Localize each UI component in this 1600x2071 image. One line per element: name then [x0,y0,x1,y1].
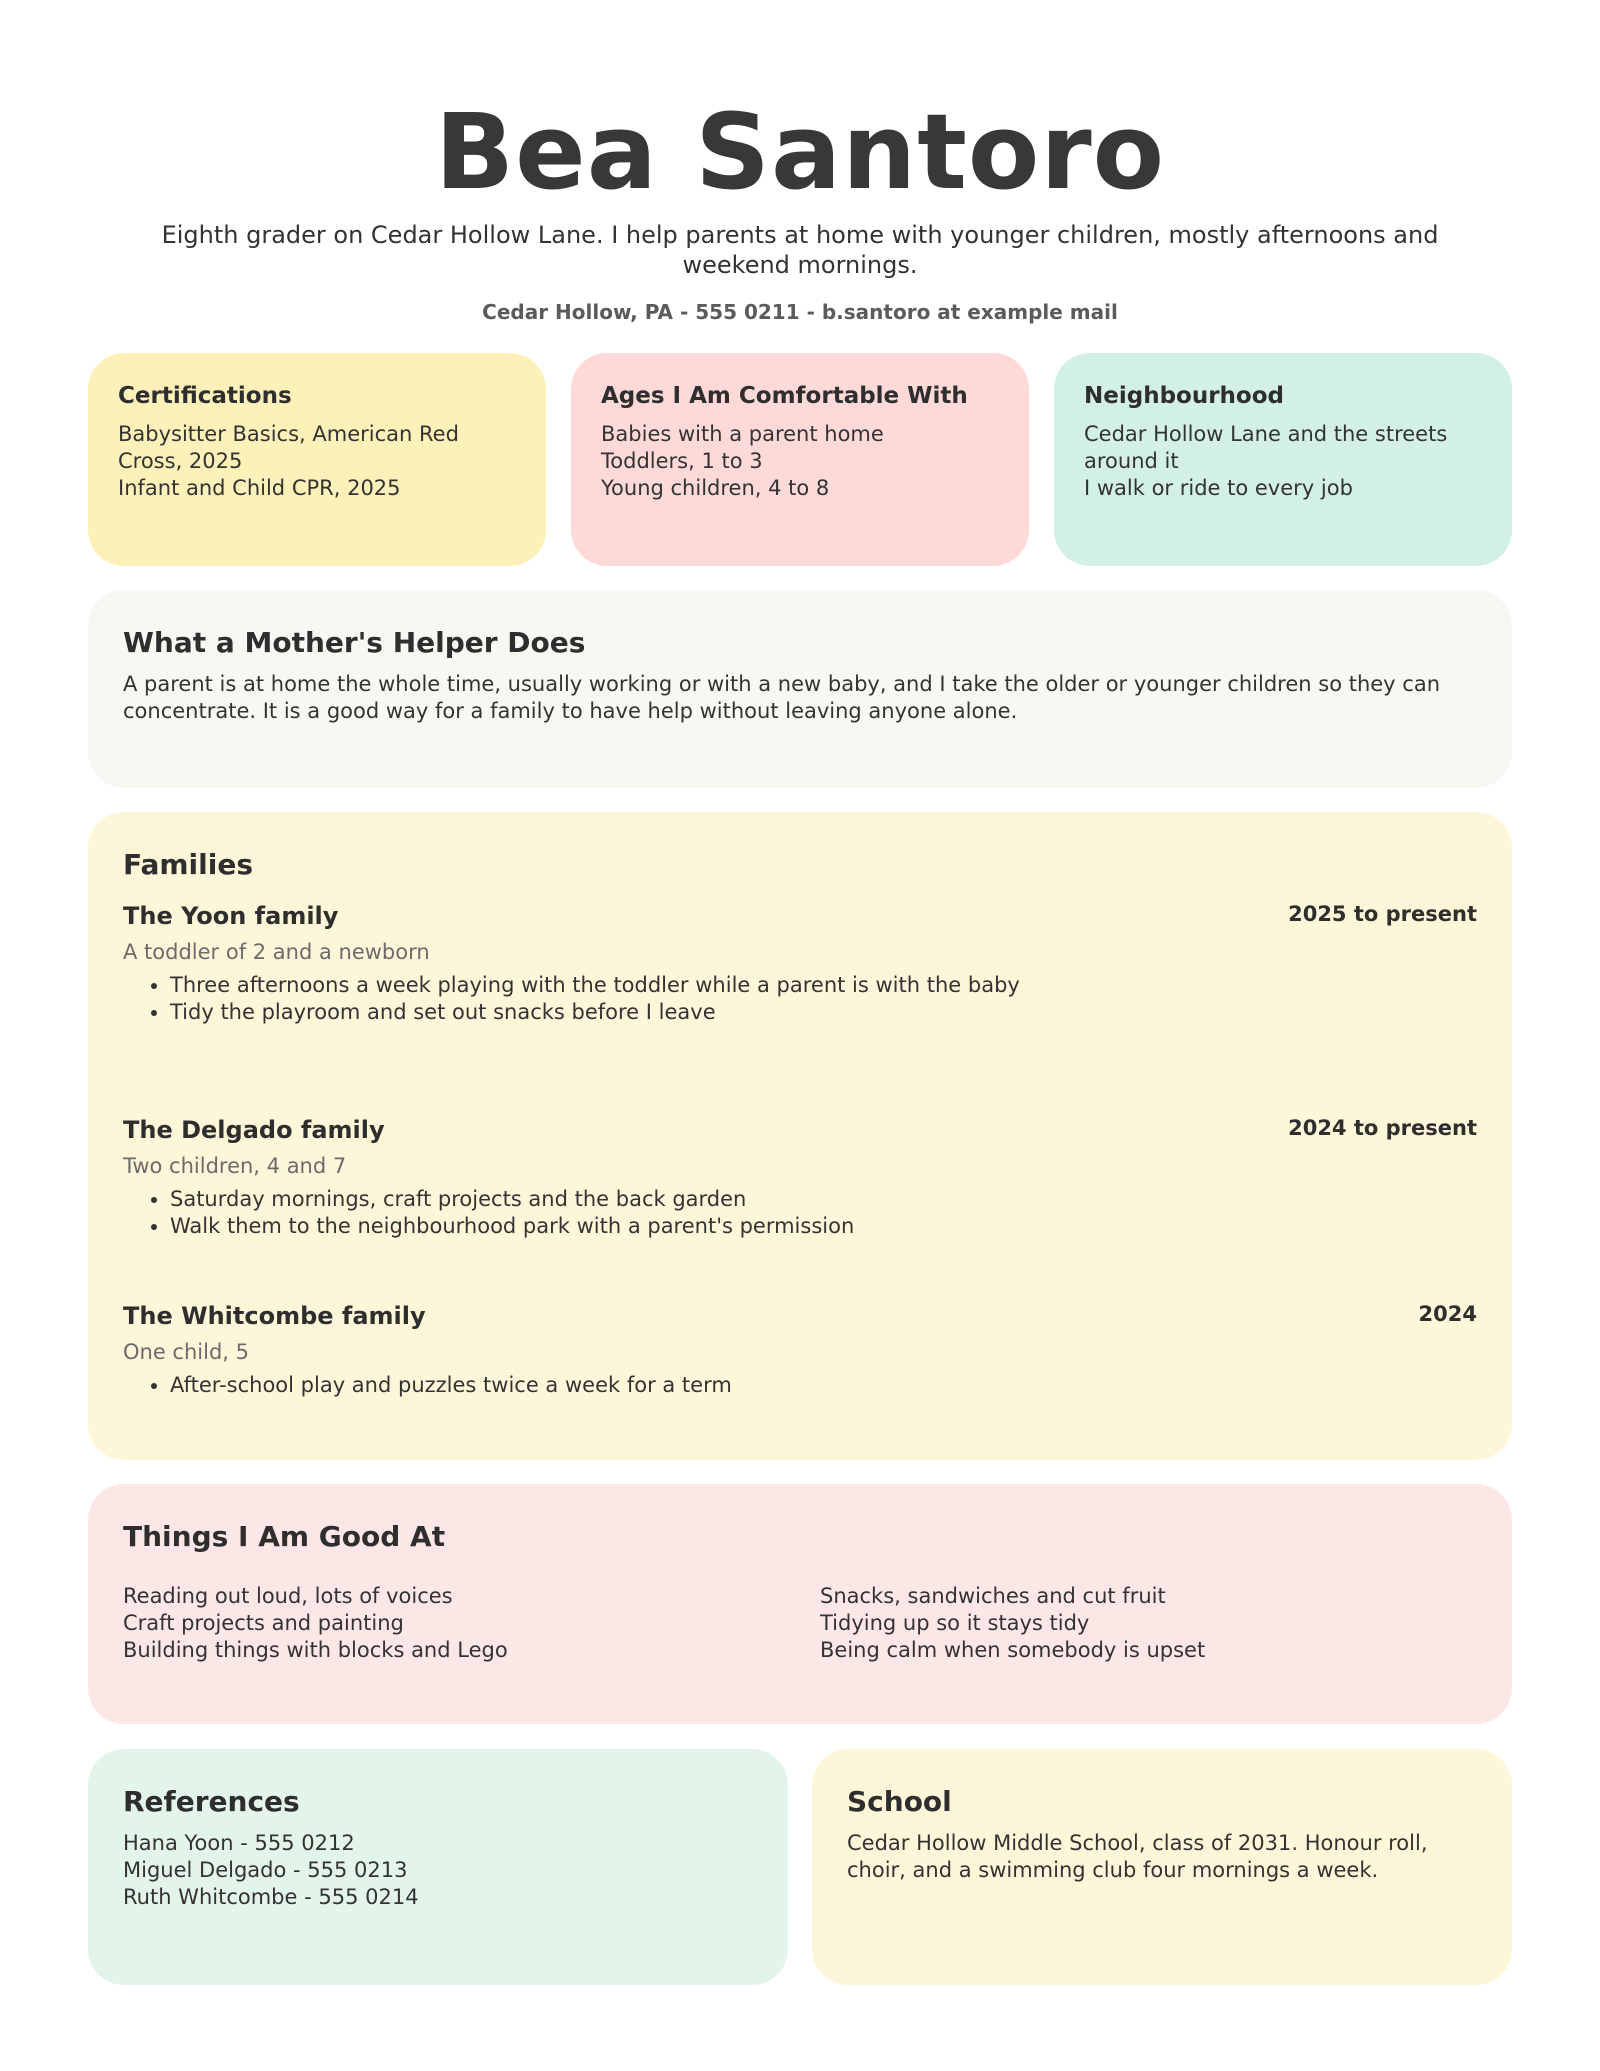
references-title: References [123,1785,300,1818]
duty-item: • Walk them to the neighbourhood park with a parent's permission [170,1213,854,1240]
helper-title: What a Mother's Helper Does [123,626,586,659]
skill-item: Tidying up so it stays tidy [820,1611,1090,1635]
family-name: The Delgado family [123,1116,385,1144]
family-name: The Yoon family [123,902,339,930]
family-children: Two children, 4 and 7 [123,1154,347,1178]
reference-item: Ruth Whitcombe - 555 0214 [123,1885,419,1909]
reference-item: Miguel Delgado - 555 0213 [123,1858,408,1882]
ages-line: Toddlers, 1 to 3 [601,449,763,473]
family-children: One child, 5 [123,1340,249,1364]
duty-list [123,972,1020,1026]
helper-text: A parent is at home the whole time, usually working or with a new baby, and I take the older or younger children so they can concentrate. It is a good way for a family to have help without leaving anyone alone. [123,672,1441,723]
intro-text: Eighth grader on Cedar Hollow Lane. I help parents at home with younger children, mostly afternoons and weekend mornings. [161,221,1439,279]
family-period: 2025 to present [1288,902,1477,926]
resume-name: Bea Santoro [434,91,1166,213]
school-title: School [847,1785,952,1818]
duty-item: • Saturday mornings, craft projects and the back garden [170,1186,854,1213]
certifications-line: Babysitter Basics, American Red [118,422,459,446]
skills-title: Things I Am Good At [123,1520,446,1553]
family-children: A toddler of 2 and a newborn [123,940,430,964]
neighbourhood-line: I walk or ride to every job [1084,476,1353,500]
ages-line: Young children, 4 to 8 [601,476,830,500]
family-name: The Whitcombe family [123,1302,426,1330]
references-card [88,1749,788,1985]
families-card [88,812,1512,1460]
neighbourhood-title: Neighbourhood [1084,383,1284,409]
family-period: 2024 to present [1288,1116,1477,1140]
skill-item: Snacks, sandwiches and cut fruit [820,1584,1166,1608]
skills-column-left [123,1583,508,1664]
skill-item: Craft projects and painting [123,1611,404,1635]
duty-list [123,1372,732,1399]
neighbourhood-line: Cedar Hollow Lane and the streets [1084,422,1448,446]
school-card [812,1749,1512,1985]
ages-card [571,353,1029,566]
duty-item: • After-school play and puzzles twice a week for a term [170,1372,732,1399]
family-period: 2024 [1418,1302,1477,1326]
skill-item: Reading out loud, lots of voices [123,1584,453,1608]
skills-column-right [820,1583,1205,1664]
neighbourhood-card [1054,353,1512,566]
certifications-line: Cross, 2025 [118,449,243,473]
skills-card [88,1484,1512,1724]
neighbourhood-line: around it [1084,449,1179,473]
families-title: Families [123,848,254,881]
ages-title: Ages I Am Comfortable With [601,383,968,409]
helper-card [88,590,1512,788]
certifications-card [88,353,546,566]
duty-item: • Tidy the playroom and set out snacks before I leave [170,999,1020,1026]
duty-list [123,1186,854,1240]
reference-item: Hana Yoon - 555 0212 [123,1831,355,1855]
skill-item: Building things with blocks and Lego [123,1638,508,1662]
skill-item: Being calm when somebody is upset [820,1638,1206,1662]
ages-line: Babies with a parent home [601,422,884,446]
school-text: Cedar Hollow Middle School, class of 2031. Honour roll, choir, and a swimming club four mornings a week. [847,1831,1428,1882]
certifications-line: Infant and Child CPR, 2025 [118,476,401,500]
certifications-title: Certifications [118,383,292,409]
contact-line: Cedar Hollow, PA - 555 0211 - b.santoro at example mail [482,300,1118,324]
duty-item: • Three afternoons a week playing with the toddler while a parent is with the baby [170,972,1020,999]
